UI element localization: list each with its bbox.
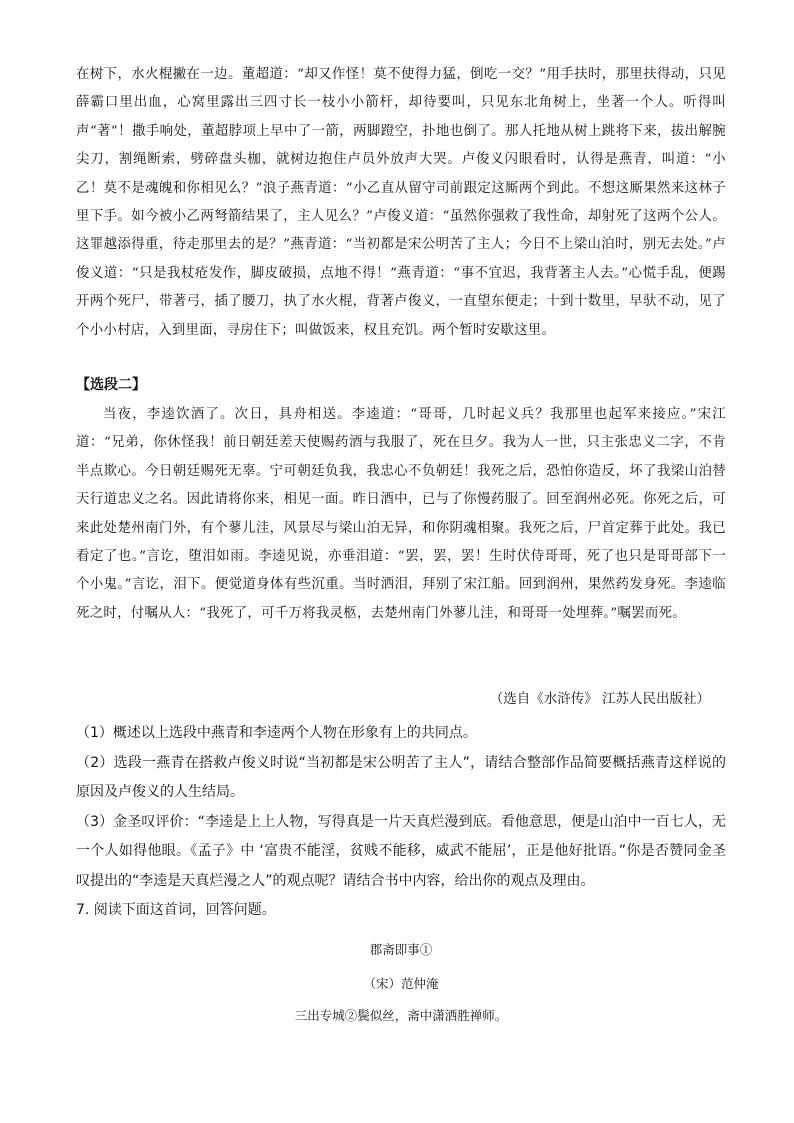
- passage-one-text: 在树下，水火棍撇在一边。董超道：“却又作怪！莫不使得力猛，倒吃一交？”用手扶时，那里扶得动，只见薛霸口里出血，心窝里露出三四寸长一枝小小箭杆，却待要叫，只见东北角树上，坐著一个人。听得叫声“著”！撒手响处，董超脖项上早中了一箭，两脚蹬空，扑地也倒了。那人托地从树上跳将下来，拔出解腕尖刀，割绳断索，劈碎盘头枷，就树边抱住卢员外放声大哭。卢俊义闪眼看时，认得是燕青，叫道：“小乙！莫不是魂魄和你相见么？”浪子燕青道：“小乙直从留守司前跟定这厮两个到此。不想这厮果然来这林子里下手。如今被小乙两弩箭结果了，主人见么？”卢俊义道：“虽然你强救了我性命，却射死了这两个公人。这罪越添得重，待走那里去的是？”燕青道：“当初都是宋公明苦了主人；今日不上梁山泊时，别无去处。”卢俊义道：“只是我杖疮发作，脚皮破损，点地不得！”燕青道：“事不宜迟，我背著主人去。”心慌手乱，便踢开两个死尸，带著弓，插了腰刀，执了水火棍，背著卢俊义，一直望东便走；十到十数里，早驮不动，见了个小小村店，入到里面，寻房住下；叫做饭来，权且充饥。两个暂时安歇这里。: [76, 67, 726, 338]
- poem-line-1: 三出专城②鬓似丝，斋中潇洒胜禅师。: [294, 1008, 508, 1023]
- poem-author: （宋）范仲淹: [363, 976, 439, 991]
- section-label-two: 【选段二】: [76, 377, 146, 393]
- passage-one: [76, 61, 726, 345]
- question-3: （3）金圣叹评价：“李逵是上上人物，写得真是一片天真烂漫到底。看他意思，便是山泊中一百七人，无一个人如得他眼。《孟子》中 ‘富贵不能淫，贫贱不能移，威武不能屈’，正是他好批语。”你是否赞同金圣叹提出的“李逵是天真烂漫之人”的观点呢？请结合书中内容，给出你的观点及理由。: [76, 813, 726, 889]
- question-2: （2）选段一燕青在搭救卢俊义时说“当初都是宋公明苦了主人”，请结合整部作品简要概括燕青这样说的原因及卢俊义的人生结局。: [76, 754, 726, 800]
- questions-block: [76, 719, 726, 926]
- poem-title: 郡斋即事①: [369, 942, 433, 957]
- passage-two-text: 当夜，李逵饮酒了。次日，具舟相送。李逵道：“哥哥，几时起义兵？我那里也起军来接应。”宋江道：“兄弟，你休怪我！前日朝廷差天使赐药酒与我服了，死在旦夕。我为人一世，只主张忠义二字，不肯半点欺心。今日朝廷赐死无辜。宁可朝廷负我，我忠心不负朝廷！我死之后，恐怕你造反，坏了我梁山泊替天行道忠义之名。因此请将你来，相见一面。昨日酒中，已与了你慢药服了。回至润州必死。你死之后，可来此处楚州南门外，有个蓼儿洼，风景尽与梁山泊无异，和你阴魂相聚。我死之后，尸首定葬于此处。我已看定了也。”言讫，堕泪如雨。李逵见说，亦垂泪道：“罢，罢，罢！生时伏侍哥哥，死了也只是哥哥部下一个小鬼。”言讫，泪下。便觉道身体有些沉重。当时洒泪，拜别了宋江船。回到润州，果然药发身死。李逵临死之时，付嘱从人：“我死了，可千万将我灵柩，去楚州南门外蓼儿洼，和哥哥一处埋葬。”嘱罢而死。: [76, 407, 726, 621]
- question-7-intro: 7. 阅读下面这首词，回答问题。: [76, 902, 276, 918]
- source-citation: （选自《水浒传》 江苏人民出版社）: [489, 691, 710, 707]
- question-1: （1）概述以上选段中燕青和李逵两个人物在形象有上的共同点。: [76, 725, 477, 741]
- passage-two: [76, 401, 726, 628]
